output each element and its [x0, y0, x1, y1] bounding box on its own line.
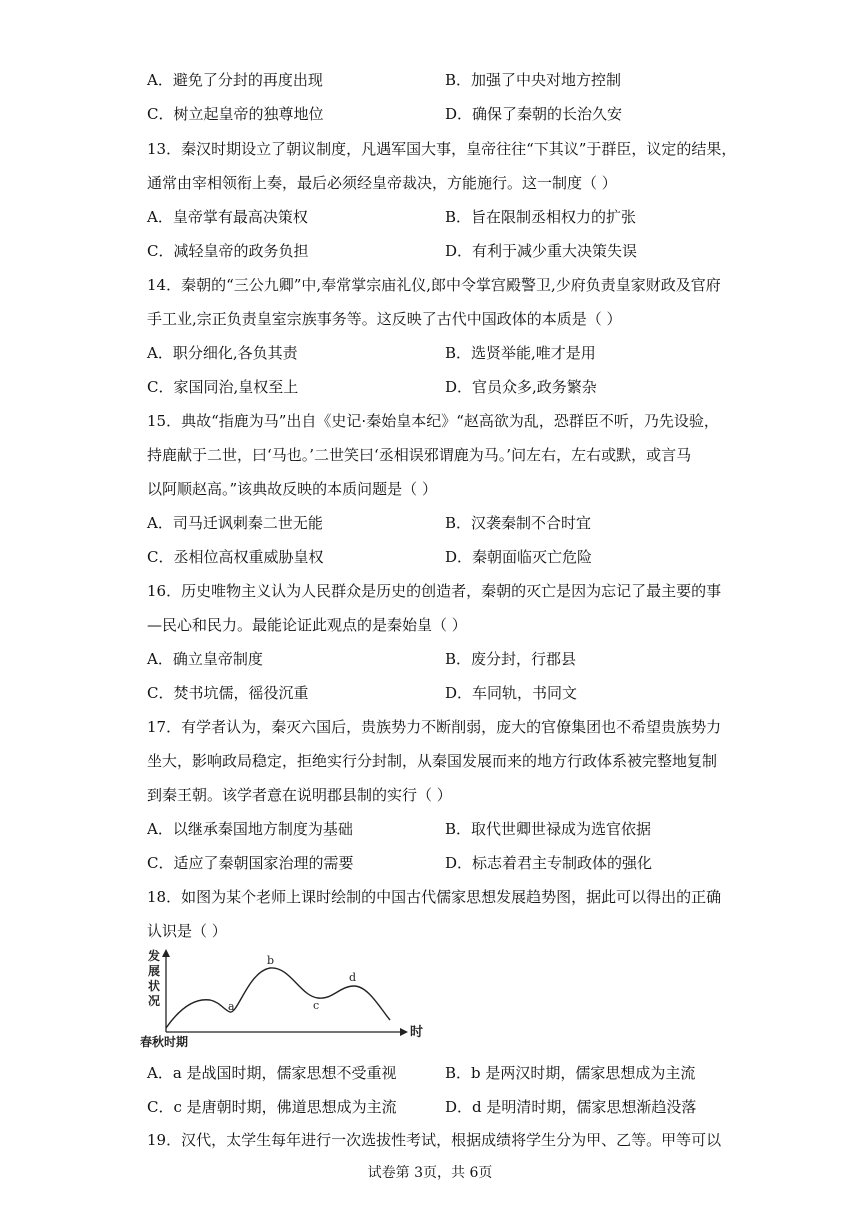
- q12-option-a: A．避免了分封的再度出现: [147, 71, 323, 89]
- q16-stem-line-2: —民心和民力。最能论证此观点的是秦始皇（ ）: [147, 616, 467, 634]
- q15-stem-line-1: 15．典故“指鹿为马”出自《史记·秦始皇本纪》“赵高欲为乱，恐群臣不听，乃先设验，: [147, 412, 719, 430]
- q15-option-d: D．秦朝面临灭亡危险: [445, 548, 593, 566]
- x-axis-arrow: [400, 1028, 408, 1036]
- point-label-a: a: [228, 1000, 235, 1013]
- q16-option-c: C．焚书坑儒，徭役沉重: [147, 684, 309, 702]
- point-label-d: d: [349, 971, 357, 984]
- trend-figure-svg: [140, 948, 440, 1053]
- q16-option-b: B．废分封，行郡县: [445, 650, 577, 668]
- q13-option-b: B．旨在限制丞相权力的扩张: [445, 208, 637, 226]
- q17-stem-line-3: 到秦王朝。该学者意在说明郡县制的实行（ ）: [147, 786, 452, 804]
- page-footer: 试卷第 3页，共 6页: [367, 1165, 493, 1181]
- q12-option-b: B．加强了中央对地方控制: [445, 71, 622, 89]
- point-label-b: b: [267, 954, 275, 967]
- q13-option-d: D．有利于减少重大决策失误: [445, 242, 638, 260]
- confucianism-trend-figure: [140, 948, 440, 1053]
- q15-option-c: C．丞相位高权重威胁皇权: [147, 548, 324, 566]
- q16-option-d: D．车同轨，书同文: [445, 684, 578, 702]
- q14-option-d: D．官员众多,政务繁杂: [445, 378, 597, 396]
- q17-stem-line-1: 17．有学者认为，秦灭六国后，贵族势力不断削弱，庞大的官僚集团也不希望贵族势力: [147, 718, 722, 736]
- q13-stem-line-1: 13．秦汉时期设立了朝议制度，凡遇军国大事，皇帝往往“下其议”于群臣，议定的结果，: [147, 140, 737, 158]
- q13-stem-line-2: 通常由宰相领衔上奏，最后必须经皇帝裁决，方能施行。这一制度（ ）: [147, 174, 617, 192]
- y-axis-label-1: 发: [148, 949, 161, 963]
- q15-option-a: A．司马迁讽刺秦二世无能: [147, 514, 323, 532]
- q18-option-a: A．a 是战国时期，儒家思想不受重视: [147, 1064, 397, 1082]
- q15-stem-line-2: 持鹿献于二世，曰‘马也。’二世笑曰‘丞相误邪谓鹿为马。’问左右，左右或默，或言马: [147, 446, 692, 464]
- q18-stem-line-1: 18．如图为某个老师上课时绘制的中国古代儒家思想发展趋势图，据此可以得出的正确: [147, 888, 722, 906]
- x-axis-label: 时: [410, 1025, 424, 1040]
- q14-stem-line-1: 14．秦朝的“三公九卿”中,奉常掌宗庙礼仪,郎中令掌宫殿警卫,少府负责皇家财政及官府: [147, 276, 721, 294]
- q19-stem-line-1: 19．汉代，太学生每年进行一次选拔性考试，根据成绩将学生分为甲、乙等。甲等可以: [147, 1131, 722, 1149]
- q18-option-c: C．c 是唐朝时期，佛道思想成为主流: [147, 1098, 397, 1116]
- y-axis-arrow: [162, 949, 170, 957]
- q18-stem-line-2: 认识是（ ）: [147, 922, 227, 940]
- q14-option-a: A．职分细化,各负其责: [147, 344, 298, 362]
- q17-stem-line-2: 坐大，影响政局稳定，拒绝实行分封制，从秦国发展而来的地方行政体系被完整地复制: [147, 752, 718, 770]
- q14-stem-line-2: 手工业,宗正负责皇室宗族事务等。这反映了古代中国政体的本质是（ ）: [147, 310, 622, 328]
- q12-option-d: D．确保了秦朝的长治久安: [445, 105, 623, 123]
- q16-option-a: A．确立皇帝制度: [147, 650, 263, 668]
- q12-option-c: C．树立起皇帝的独尊地位: [147, 105, 324, 123]
- q18-option-b: B．b 是两汉时期，儒家思想成为主流: [445, 1064, 696, 1082]
- q14-option-c: C．家国同治,皇权至上: [147, 378, 299, 396]
- q17-option-a: A．以继承秦国地方制度为基础: [147, 820, 353, 838]
- trend-curve: [166, 968, 390, 1028]
- q15-stem-line-3: 以阿顺赵高。”该典故反映的本质问题是（ ）: [147, 480, 437, 498]
- q14-option-b: B．选贤举能,唯才是用: [445, 344, 596, 362]
- y-axis-label-2: 展: [148, 964, 161, 978]
- q15-option-b: B．汉袭秦制不合时宜: [445, 514, 592, 532]
- q13-option-a: A．皇帝掌有最高决策权: [147, 208, 308, 226]
- q17-option-d: D．标志着君主专制政体的强化: [445, 854, 653, 872]
- q17-option-c: C．适应了秦朝国家治理的需要: [147, 854, 354, 872]
- origin-label: 春秋时期: [140, 1035, 189, 1049]
- y-axis-label-3: 状: [148, 979, 161, 993]
- y-axis-label-4: 况: [148, 994, 161, 1008]
- q18-option-d: D．d 是明清时期，儒家思想渐趋没落: [445, 1098, 697, 1116]
- q13-option-c: C．减轻皇帝的政务负担: [147, 242, 309, 260]
- point-label-c: c: [313, 999, 320, 1012]
- q17-option-b: B．取代世卿世禄成为选官依据: [445, 820, 652, 838]
- q16-stem-line-1: 16．历史唯物主义认为人民群众是历史的创造者，秦朝的灭亡是因为忘记了最主要的事: [147, 582, 722, 600]
